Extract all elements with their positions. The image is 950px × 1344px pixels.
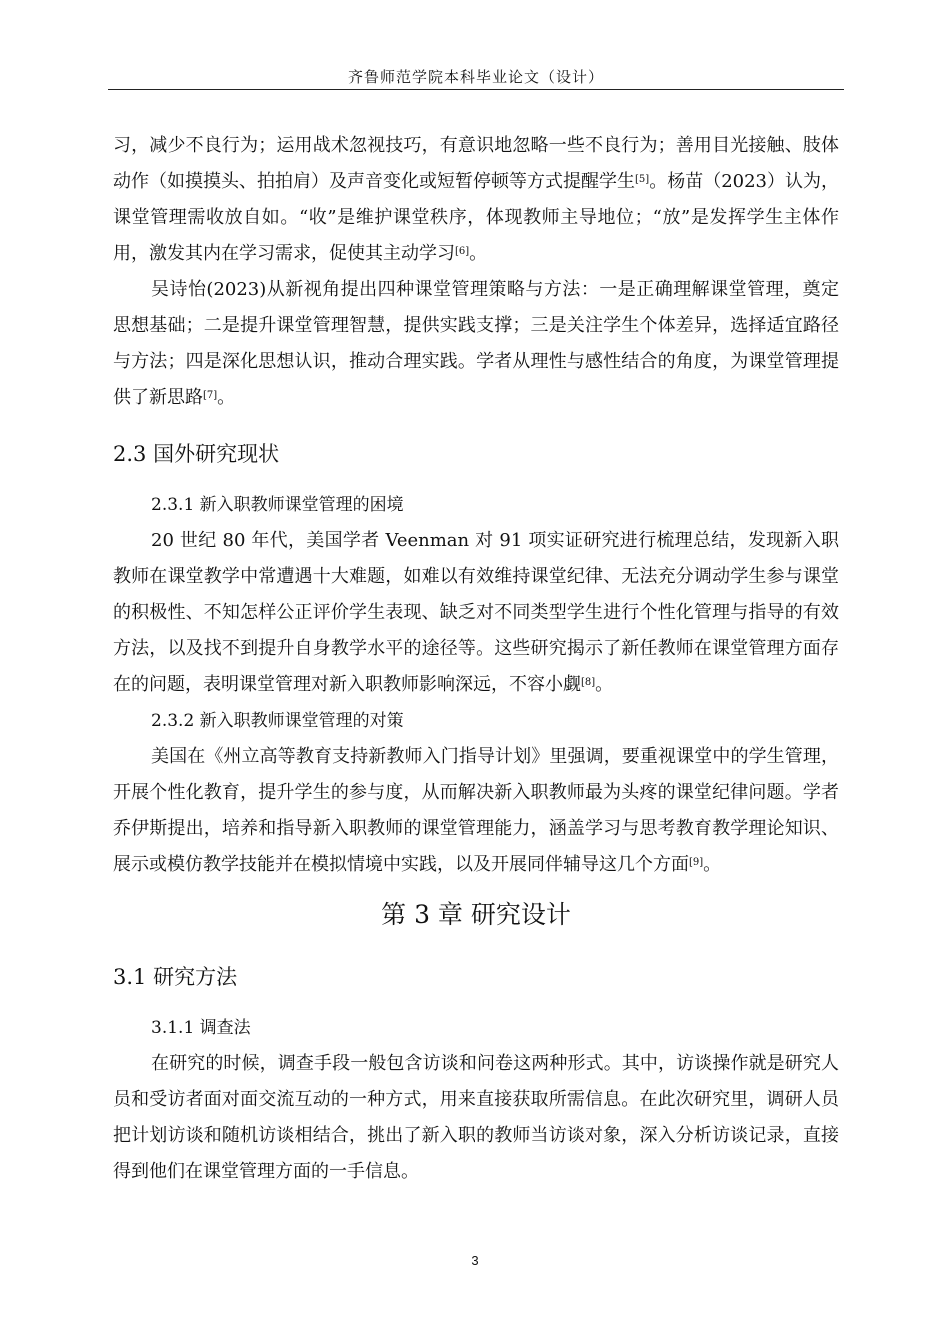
citation: [6] <box>455 246 470 257</box>
citation: [5] <box>635 174 650 185</box>
paragraph-text: 。 <box>595 674 614 695</box>
page-header: 齐鲁师范学院本科毕业论文（设计） <box>347 68 604 86</box>
paragraph-us-plan <box>113 739 839 883</box>
paragraph-continuation <box>113 128 839 272</box>
citation: [7] <box>203 390 218 401</box>
paragraph-survey-method: 在研究的时候，调查手段一般包含访谈和问卷这两种形式。其中，访谈操作就是研究人员和受访者面对面交流互动的一种方式，用来直接获取所需信息。在此次研究里，调研人员把计划访谈和随机访谈相结合，挑出了新入职的教师当访谈对象，深入分析访谈记录，直接得到他们在课堂管理方面的一手信息。 <box>113 1053 839 1182</box>
page-number: 3 <box>471 1253 479 1268</box>
paragraph-veenman <box>113 523 839 703</box>
paragraph-text: 吴诗怡(2023)从新视角提出四种课堂管理策略与方法：一是正确理解课堂管理，奠定思想基础；二是提升课堂管理智慧，提供实践支撑；三是关注学生个体差异，选择适宜路径与方法；四是深化思想认识，推动合理实践。学者从理性与感性结合的角度，为课堂管理提供了新思路 <box>113 279 839 408</box>
section-heading-2-3: 2.3 国外研究现状 <box>113 442 280 466</box>
paragraph-text: 20 世纪 80 年代，美国学者 Veenman 对 91 项实证研究进行梳理总结，发现新入职教师在课堂教学中常遭遇十大难题，如难以有效维持课堂纪律、无法充分调动学生参与课堂的积极性、不知怎样公正评价学生表现、缺乏对不同类型学生进行个性化管理与指导的有效方法，以及找不到提升自身教学水平的途径等。这些研究揭示了新任教师在课堂管理方面存在的问题，表明课堂管理对新入职教师影响深远，不容小觑 <box>113 530 839 695</box>
citation: [8] <box>581 677 596 688</box>
paragraph-text: 。 <box>703 854 722 875</box>
paragraph-text: 美国在《州立高等教育支持新教师入门指导计划》里强调，要重视课堂中的学生管理，开展个性化教育，提升学生的参与度，从而解决新入职教师最为头疼的课堂纪律问题。学者乔伊斯提出，培养和指导新入职教师的课堂管理能力，涵盖学习与思考教育教学理论知识、展示或模仿教学技能并在模拟情境中实践，以及开展同伴辅导这几个方面 <box>113 746 839 875</box>
subsection-heading-2-3-2: 2.3.2 新入职教师课堂管理的对策 <box>151 711 404 731</box>
citation: [9] <box>689 857 704 868</box>
paragraph-text: 。杨苗（2023）认为，课堂管理需收放自如。“收”是维护课堂秩序，体现教师主导地位；“放”是发挥学生主体作用，激发其内在学习需求，促使其主动学习 <box>113 171 839 264</box>
paragraph-text: 习，减少不良行为；运用战术忽视技巧，有意识地忽略一些不良行为；善用目光接触、肢体动作（如摸摸头、拍拍肩）及声音变化或短暂停顿等方式提醒学生 <box>113 135 839 192</box>
paragraph-text: 。 <box>217 387 236 408</box>
document-body <box>113 128 839 1190</box>
subsection-heading-2-3-1: 2.3.1 新入职教师课堂管理的困境 <box>151 495 404 515</box>
chapter-heading-3: 第 3 章 研究设计 <box>381 900 571 929</box>
section-heading-3-1: 3.1 研究方法 <box>113 965 238 989</box>
subsection-heading-3-1-1: 3.1.1 调查法 <box>151 1018 251 1038</box>
paragraph-text: 。 <box>469 243 488 264</box>
paragraph-wu-shiyi <box>113 272 839 416</box>
header-rule <box>108 89 844 90</box>
